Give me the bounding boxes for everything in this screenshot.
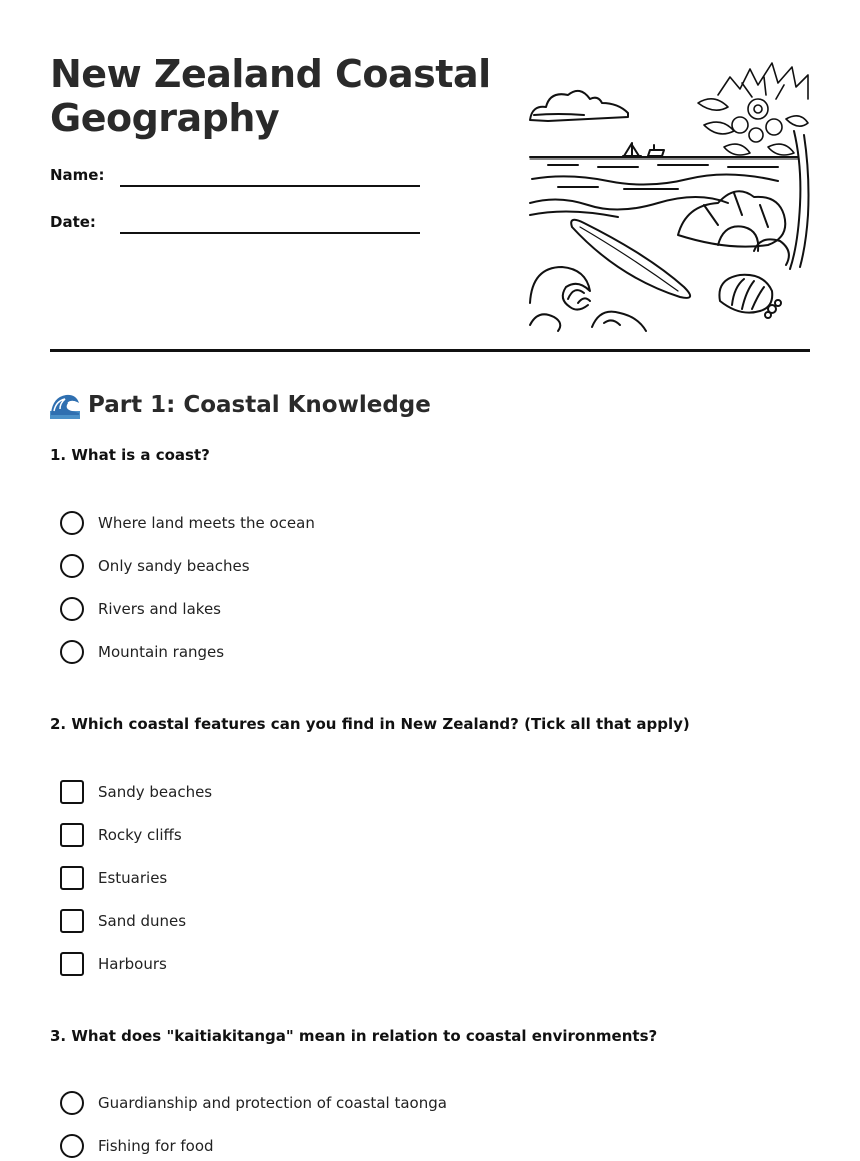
- radio-button[interactable]: [60, 1091, 84, 1115]
- option-label: Harbours: [98, 955, 167, 973]
- option-label: Sandy beaches: [98, 783, 213, 801]
- title-line-2: Geography: [50, 96, 280, 140]
- option-label: Guardianship and protection of coastal taonga: [98, 1094, 447, 1112]
- option-label: Rivers and lakes: [98, 600, 221, 618]
- ocean-wave-icon: [50, 391, 80, 419]
- q3-option-1[interactable]: [60, 1090, 447, 1116]
- q1-option-3[interactable]: [60, 596, 221, 622]
- radio-button[interactable]: [60, 1134, 84, 1158]
- option-label: Mountain ranges: [98, 643, 225, 661]
- date-label: Date:: [50, 213, 96, 231]
- q3-option-2[interactable]: [60, 1133, 214, 1159]
- checkbox[interactable]: [60, 780, 84, 804]
- q2-option-5[interactable]: [60, 951, 167, 977]
- option-label: Rocky cliffs: [98, 826, 182, 844]
- option-label: Estuaries: [98, 869, 168, 887]
- radio-button[interactable]: [60, 511, 84, 535]
- question-1: 1. What is a coast?: [50, 446, 210, 464]
- question-2: 2. Which coastal features can you find in New Zealand? (Tick all that apply): [50, 715, 690, 733]
- q2-option-3[interactable]: [60, 865, 167, 891]
- q1-option-1[interactable]: [60, 510, 315, 536]
- checkbox[interactable]: [60, 952, 84, 976]
- checkbox[interactable]: [60, 823, 84, 847]
- q2-option-1[interactable]: [60, 779, 212, 805]
- name-label: Name:: [50, 166, 105, 184]
- coastal-illustration: [528, 55, 812, 335]
- q2-option-2[interactable]: [60, 822, 182, 848]
- checkbox[interactable]: [60, 909, 84, 933]
- header-divider: [50, 349, 810, 352]
- q2-option-4[interactable]: [60, 908, 186, 934]
- radio-button[interactable]: [60, 597, 84, 621]
- option-label: Only sandy beaches: [98, 557, 250, 575]
- option-label: Sand dunes: [98, 912, 187, 930]
- q1-option-4[interactable]: [60, 639, 224, 665]
- date-field: [50, 213, 430, 237]
- part1-title: Part 1: Coastal Knowledge: [88, 392, 431, 418]
- part1-heading: [50, 388, 431, 422]
- name-line[interactable]: [120, 185, 420, 187]
- date-line[interactable]: [120, 232, 420, 234]
- page-title: [50, 52, 510, 140]
- checkbox[interactable]: [60, 866, 84, 890]
- option-label: Fishing for food: [98, 1137, 214, 1155]
- radio-button[interactable]: [60, 554, 84, 578]
- option-label: Where land meets the ocean: [98, 514, 315, 532]
- q1-option-2[interactable]: [60, 553, 250, 579]
- radio-button[interactable]: [60, 640, 84, 664]
- title-line-1: New Zealand Coastal: [50, 52, 491, 96]
- name-field: [50, 166, 430, 190]
- question-3: 3. What does "kaitiakitanga" mean in relation to coastal environments?: [50, 1027, 658, 1045]
